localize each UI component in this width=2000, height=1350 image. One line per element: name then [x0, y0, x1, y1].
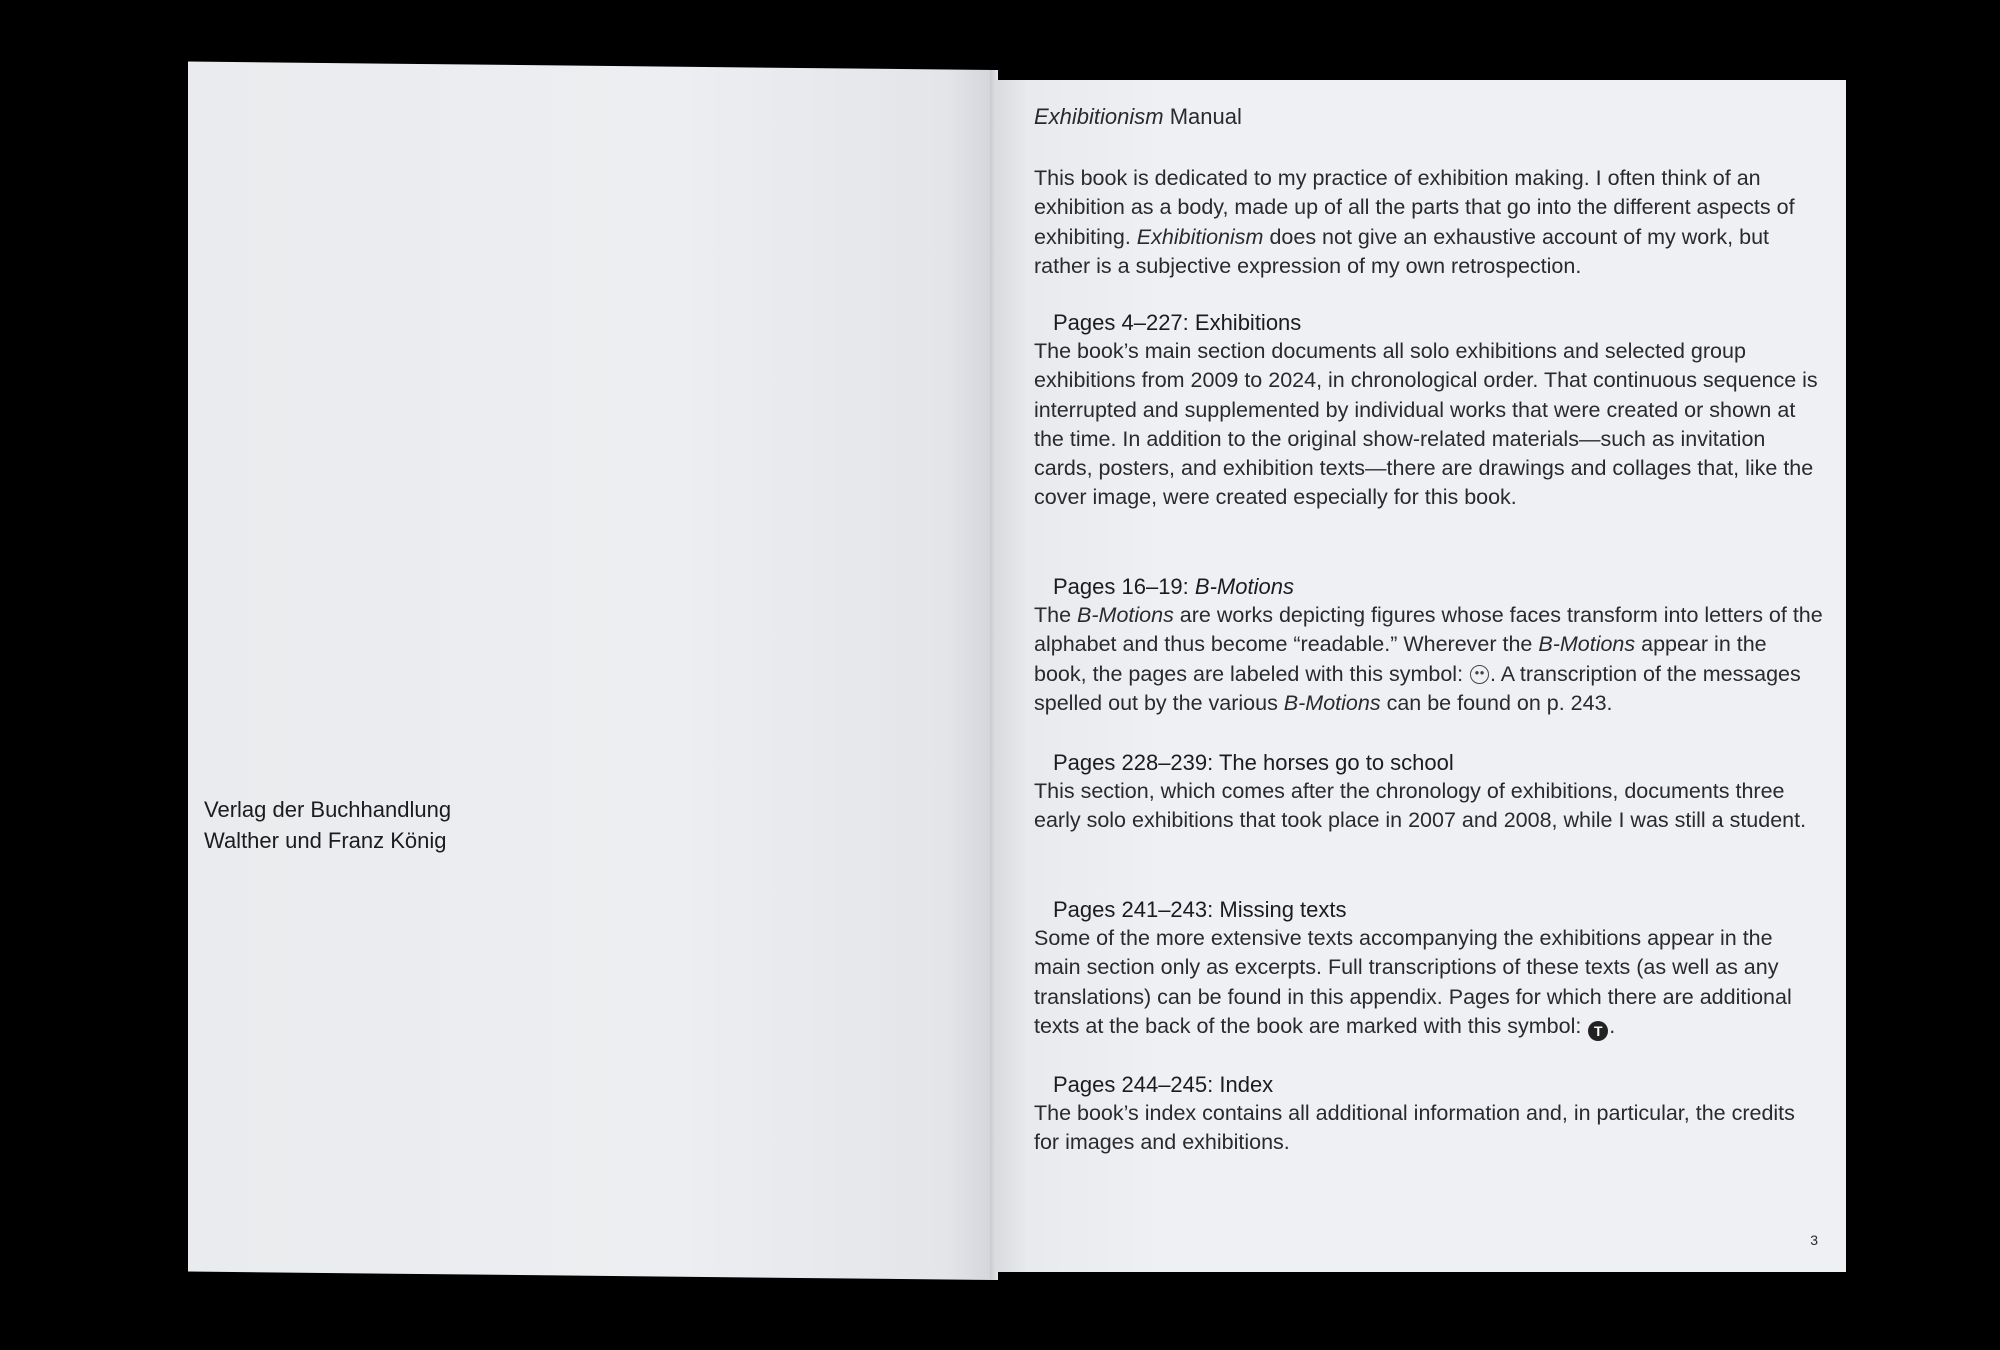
section-body — [1034, 924, 1824, 1041]
page-number: 3 — [1810, 1232, 1818, 1248]
section-heading: Pages 241–243: Missing texts — [1053, 897, 1347, 922]
section-body: The book’s index contains all additional information and, in particular, the credits for images and exhibitions. — [1034, 1101, 1795, 1155]
body-italic: B-Motions — [1538, 632, 1636, 657]
section-horses-school — [1034, 748, 1824, 836]
left-page — [188, 62, 994, 1280]
running-header — [1034, 104, 1242, 130]
body-part: Some of the more extensive texts accompanying the exhibitions appear in the main section only as excerpts. Full transcriptions of these texts (as well as any translations) can be found in this appendix. Pages for which there are additional texts at the back of the book are marked with this symbol: — [1034, 926, 1792, 1038]
section-missing-texts — [1034, 895, 1824, 1041]
section-exhibitions — [1034, 308, 1824, 513]
section-body: The book’s main section documents all solo exhibitions and selected group exhibitions from 2009 to 2024, in chronological order. That continuous sequence is interrupted and supplemented by individual works that were created or shown at the time. In addition to the original show-related materials—such as invitation cards, posters, and exhibition texts—there are drawings and collages that, like the cover image, were created especially for this book. — [1034, 339, 1818, 510]
b-motion-face-icon — [1470, 665, 1489, 684]
body-italic: B-Motions — [1283, 690, 1381, 715]
publisher-imprint — [204, 794, 451, 856]
heading-plain: Pages 16–19: — [1053, 574, 1195, 599]
section-body — [1034, 601, 1824, 718]
body-part: appear in the book, the pages are labeled with this symbol: — [1034, 632, 1767, 686]
body-part: . — [1609, 1013, 1616, 1038]
section-heading: Pages 228–239: The horses go to school — [1053, 750, 1454, 775]
publisher-line-1: Verlag der Buchhandlung — [204, 797, 452, 822]
header-suffix: Manual — [1163, 104, 1242, 129]
body-part: can be found on p. 243. — [1380, 690, 1613, 715]
section-heading — [1053, 572, 1824, 601]
body-part: The — [1034, 603, 1078, 627]
section-b-motions — [1034, 572, 1824, 718]
section-body: This section, which comes after the chronology of exhibitions, documents three early solo exhibitions that took place in 2007 and 2008, while I was still a student. — [1034, 779, 1807, 833]
intro-paragraph — [1034, 164, 1824, 281]
publisher-line-2: Walther und Franz König — [204, 828, 447, 853]
header-title: Exhibitionism — [1034, 104, 1164, 129]
intro-text-italic: Exhibitionism — [1136, 224, 1264, 249]
body-part: are works depicting figures whose faces transform into letters of the alphabet and thus become “readable.” Wherever the — [1034, 603, 1823, 657]
intro-text-1: This book is dedicated to my practice of exhibition making. I often think of an exhibition as a body, made up of all the parts that go into the different aspects of exhibiting. — [1034, 166, 1795, 249]
text-symbol-icon: T — [1588, 1021, 1608, 1041]
body-italic: B-Motions — [1077, 603, 1174, 627]
heading-italic: B-Motions — [1194, 574, 1294, 599]
section-heading: Pages 244–245: Index — [1053, 1072, 1274, 1097]
section-index — [1034, 1070, 1824, 1158]
body-part: . A transcription of the messages spelled out by the various — [1034, 661, 1801, 715]
intro-text-2: does not give an exhaustive account of my work, but rather is a subjective expression of my own retrospection. — [1034, 224, 1770, 278]
section-heading: Pages 4–227: Exhibitions — [1053, 310, 1302, 335]
right-page — [994, 80, 1846, 1272]
